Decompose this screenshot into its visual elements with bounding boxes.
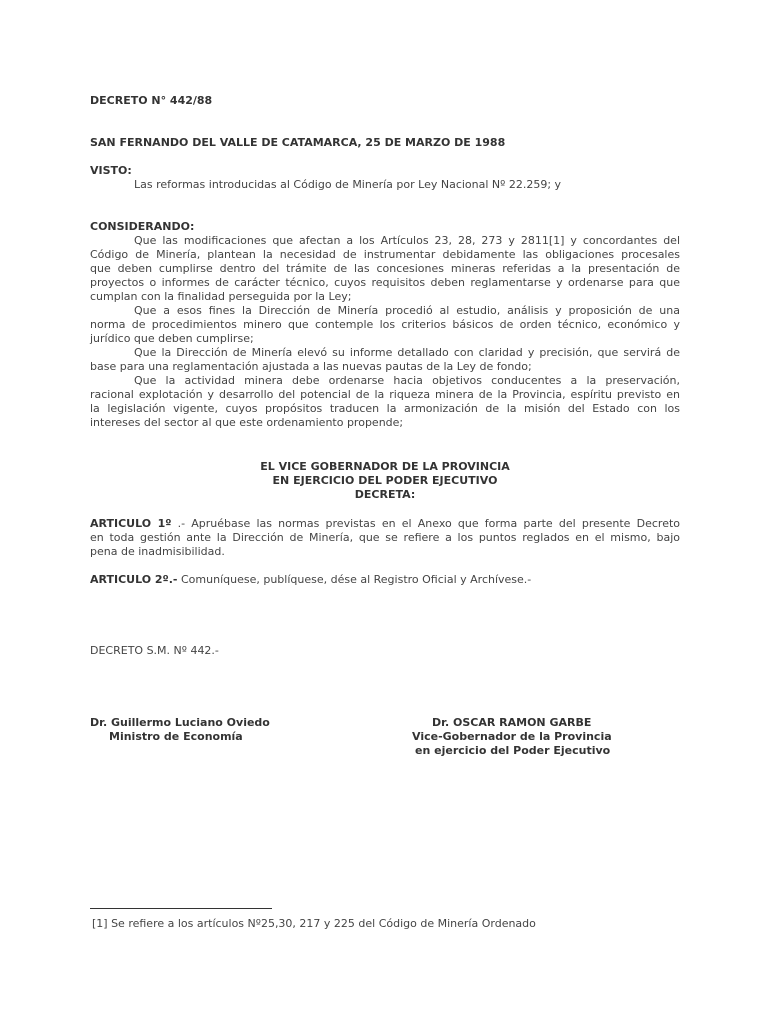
- articulo-1-label: ARTICULO 1º: [90, 517, 172, 530]
- considerando-line: racional explotación y desarrollo del potencial de la riqueza minera de la Provincia, espíritu previsto en: [90, 388, 680, 401]
- considerando-line: que deben cumplirse dentro del trámite de las concesiones mineras referidas a la presentación de: [90, 262, 680, 275]
- articulo-1-line: pena de inadmisibilidad.: [90, 545, 225, 558]
- considerando-line: cumplan con la finalidad perseguida por la Ley;: [90, 290, 352, 303]
- considerando-line: Código de Minería, plantean la necesidad de instrumentar debidamente las obligaciones procesales: [90, 248, 680, 261]
- visto-text: Las reformas introducidas al Código de Minería por Ley Nacional Nº 22.259; y: [134, 178, 562, 191]
- articulo-2-text: Comuníquese, publíquese, dése al Registro Oficial y Archívese.-: [181, 573, 532, 586]
- articulo-2-label: ARTICULO 2º.-: [90, 573, 178, 586]
- authority-line-3: DECRETA:: [354, 488, 416, 501]
- considerando-line: intereses del sector al que este ordenamiento propende;: [90, 416, 404, 429]
- considerando-line: Que la Dirección de Minería elevó su informe detallado con claridad y precisión, que servirá de: [134, 346, 680, 359]
- signature-left-title: Ministro de Economía: [109, 730, 243, 743]
- authority-line-1: EL VICE GOBERNADOR DE LA PROVINCIA: [260, 460, 510, 473]
- considerando-line: norma de procedimientos minero que contemple los criterios básicos de orden técnico, económico y: [90, 318, 680, 331]
- footnote: [1] Se refiere a los artículos Nº25,30, 217 y 225 del Código de Minería Ordenado: [92, 917, 536, 930]
- signature-right-title-1: Vice-Gobernador de la Provincia: [412, 730, 612, 743]
- considerando-line: proyectos o informes de carácter técnico, cuyos requisitos deben reglamentarse y ordenarse para que: [90, 276, 680, 289]
- considerando-line: Que las modificaciones que afectan a los Artículos 23, 28, 273 y 2811[1] y concordantes del: [134, 234, 680, 247]
- considerando-label: CONSIDERANDO:: [90, 220, 195, 233]
- articulo-1-text: .- Apruébase las normas previstas en el Anexo que forma parte del presente Decreto: [177, 517, 681, 530]
- place-date: SAN FERNANDO DEL VALLE DE CATAMARCA, 25 DE MARZO DE 1988: [90, 136, 506, 149]
- footnote-separator: [90, 908, 272, 909]
- considerando-line: la legislación vigente, cuyos propósitos traducen la armonización de la misión del Estado con los: [90, 402, 680, 415]
- decree-sm: DECRETO S.M. Nº 442.-: [90, 644, 219, 657]
- considerando-line: base para una reglamentación ajustada a las nuevas pautas de la Ley de fondo;: [90, 360, 532, 373]
- considerando-line: Que la actividad minera debe ordenarse hacia objetivos conducentes a la preservación,: [134, 374, 680, 387]
- signature-right-name: Dr. OSCAR RAMON GARBE: [432, 716, 592, 729]
- visto-label: VISTO:: [90, 164, 132, 177]
- articulo-1-first-line: [90, 517, 680, 531]
- signature-right-title-2: en ejercicio del Poder Ejecutivo: [415, 744, 611, 757]
- authority-line-2: EN EJERCICIO DEL PODER EJECUTIVO: [272, 474, 498, 487]
- considerando-line: Que a esos fines la Dirección de Minería procedió al estudio, análisis y proposición de una: [134, 304, 680, 317]
- considerando-line: jurídico que deben cumplirse;: [90, 332, 254, 345]
- decree-number: DECRETO N° 442/88: [90, 94, 213, 107]
- signature-left-name: Dr. Guillermo Luciano Oviedo: [90, 716, 270, 729]
- articulo-2: [90, 573, 531, 586]
- articulo-1-line: en toda gestión ante la Dirección de Minería, que se refiere a los puntos reglados en el mismo, bajo: [90, 531, 680, 544]
